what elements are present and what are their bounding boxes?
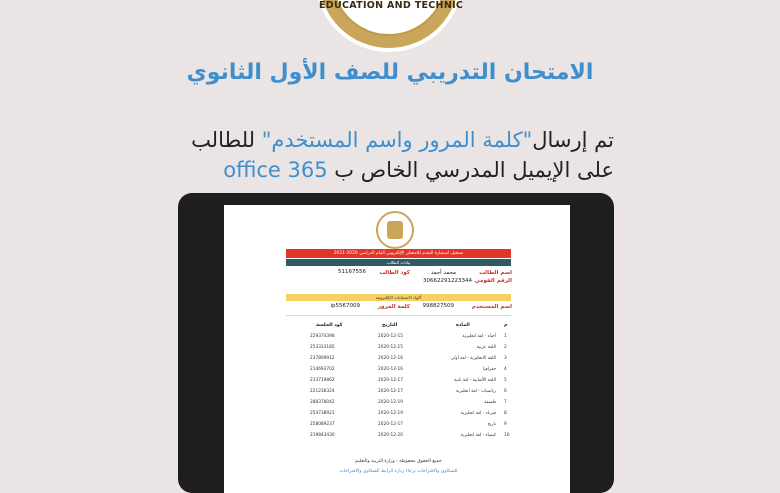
section-divider: [286, 315, 511, 316]
message-line-2: [223, 158, 614, 182]
row-number: 3: [504, 356, 507, 361]
student-data-banner: بيانات الطالب: [286, 259, 511, 266]
page-title: الامتحان التدريبي للصف الأول الثانوي: [186, 60, 594, 85]
table-row: [286, 354, 511, 363]
tablet-frame: [178, 193, 614, 493]
row-number: 5: [504, 378, 507, 383]
exam-date: 2020-12-19: [378, 411, 403, 416]
row-number: 2: [504, 345, 507, 350]
table-header-code: كود الجلسة: [316, 323, 343, 328]
session-code: 214693702: [310, 367, 335, 372]
exam-date: 2020-12-17: [378, 389, 403, 394]
student-code-value: 51167556: [338, 269, 366, 275]
table-header-subject: المادة: [456, 323, 470, 328]
tablet-screen: [224, 205, 570, 493]
student-code-label: كود الطالب: [379, 270, 410, 276]
subject-name: أحياء - لغة انجليزية: [462, 334, 496, 339]
table-header-date: التاريخ: [382, 323, 398, 328]
exam-date: 2020-12-15: [378, 334, 403, 339]
session-code: 213719862: [310, 378, 335, 383]
table-row: [286, 332, 511, 341]
row-number: 8: [504, 411, 507, 416]
subject-name: جغرافيا: [483, 367, 496, 372]
exam-date: 2020-12-16: [378, 356, 403, 361]
row-number: 10: [504, 433, 510, 438]
subject-name: فيزياء - لغة انجليزية: [460, 411, 496, 416]
exam-registration-banner: تسجيل استمارة التقدم للامتحان الإلكتروني العام الدراسي 2020-2021: [286, 249, 511, 258]
exam-date: 2020-12-15: [378, 345, 403, 350]
subject-name: كيمياء - لغة انجليزية: [460, 433, 496, 438]
subject-name: اللغة الانجليزية - لغة أولى: [450, 356, 496, 361]
session-code: 219843430: [310, 433, 335, 438]
table-row: [286, 387, 511, 396]
ministry-logo: [319, 0, 464, 48]
row-number: 7: [504, 400, 507, 405]
table-row: [286, 343, 511, 352]
table-header-num: م: [504, 323, 508, 328]
exam-date: 2020-12-17: [378, 378, 403, 383]
message-line-1-highlight: "كلمة المرور واسم المستخدم": [261, 128, 533, 152]
subject-name: رياضيات - لغة انجليزية: [456, 389, 496, 394]
national-id-value: 30662291223344: [423, 278, 472, 284]
password-label: كلمة المرور: [377, 304, 410, 310]
table-row: [286, 431, 511, 440]
table-row: [286, 398, 511, 407]
message-line-1: [191, 128, 614, 152]
row-number: 6: [504, 389, 507, 394]
message-line-2-highlight: office 365: [223, 158, 328, 182]
student-name-value: محمد أحمد: [430, 270, 456, 276]
exam-date: 2020-12-19: [378, 400, 403, 405]
subject-name: تاريخ: [487, 422, 496, 427]
table-row: [286, 420, 511, 429]
table-row: [286, 365, 511, 374]
table-row: [286, 409, 511, 418]
row-number: 1: [504, 334, 507, 339]
password-value: ip5567009: [330, 303, 360, 309]
row-number: 4: [504, 367, 507, 372]
subject-name: اللغة عربية: [476, 345, 496, 350]
ministry-emblem-icon: [376, 211, 414, 249]
session-code: 288378042: [310, 400, 335, 405]
table-row: [286, 376, 511, 385]
subject-name: اللغة الألمانية - لغة ثانية: [454, 378, 496, 383]
copyright-text: جميع الحقوق محفوظة - وزارة التربية والتعليم: [355, 459, 442, 464]
exam-codes-banner: أكواد الامتحانات الإلكترونية: [286, 294, 511, 301]
session-code: 237809912: [310, 356, 335, 361]
username-value: 998827509: [422, 303, 454, 309]
complaints-link[interactable]: للشكاوى والاقتراحات برجاء زيارة الرابط الشكاوى والاقتراحات: [339, 469, 458, 474]
student-name-label: اسم الطالب: [479, 270, 512, 276]
session-code: 254738921: [310, 411, 335, 416]
exam-date: 2020-12-16: [378, 367, 403, 372]
message-line-2-start: على الإيميل المدرسي الخاص ب: [334, 158, 614, 182]
username-label: اسم المستخدم: [471, 304, 512, 310]
session-code: 258089237: [310, 422, 335, 427]
message-line-1-end: للطالب: [191, 128, 256, 152]
exam-date: 2020-12-20: [378, 433, 403, 438]
logo-text: EDUCATION AND TECHNIC: [319, 0, 464, 11]
national-id-label: الرقم القومي: [474, 278, 512, 284]
row-number: 9: [504, 422, 507, 427]
session-code: 229374398: [310, 334, 335, 339]
session-code: 221238324: [310, 389, 335, 394]
subject-name: فلسفة: [484, 400, 496, 405]
message-line-1-start: تم إرسال: [532, 128, 614, 152]
exam-date: 2020-12-17: [378, 422, 403, 427]
session-code: 253333185: [310, 345, 335, 350]
